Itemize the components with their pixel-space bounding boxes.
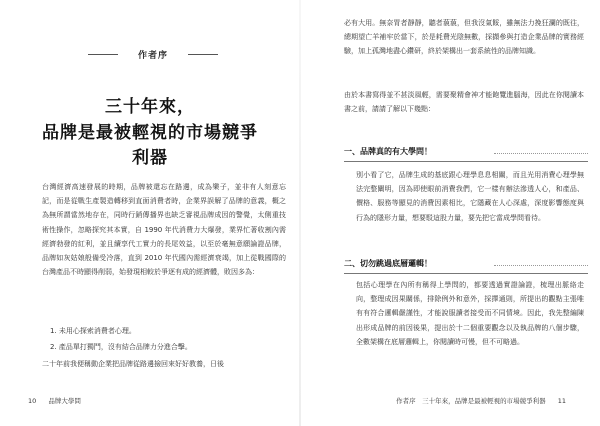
list-item: 2. 產品單打獨鬥，沒有結合品牌力分進合擊。: [50, 343, 192, 351]
section-heading: [344, 258, 588, 274]
section-rule-right: [188, 54, 218, 55]
chapter-title-line2: 品牌是最被輕視的市場競爭利器: [42, 123, 258, 168]
chapter-title-line1: 三十年來，: [105, 97, 195, 117]
page-number: 10: [28, 397, 37, 405]
section-label-text: 作者序: [137, 51, 168, 61]
body-paragraph: 台灣經濟高速發展的時期，品牌被還忘在路邊，成為樂子，並非有人刻意忘記，而是從戰生產製造轉移到直面消費者時，企業界誤解了品牌的意義，概之為無所謂當然地存在，同時行銷傳播界也缺乏審視品牌成因的警覺，太側重技術性操作，忽略探究其本實，自 1990 年代消費力大爆發，業界忙著收割內需經濟勃發的紅利，並且續享代工實力的長尾效益，以至於毫無意願論證品牌，品牌如灰姑娘般備受冷落，直到 2010 年代國內需經濟衰竭，加上從戰國際的台灣產品不時顯得削弱，始發現相較於爭逐有成的經濟體，敗因多為：: [42, 183, 286, 277]
list-item: 1. 未用心探索消費者心理。: [50, 327, 136, 335]
body-paragraph: 二十年前我便稱動企業把品牌從路邊撿回來好好教養，日後: [42, 360, 224, 368]
section-heading: [344, 146, 588, 162]
heading-dotted-rule: [494, 153, 588, 154]
running-head: 作者序 三十年來，品牌是最被輕視的市場競爭利器: [396, 397, 546, 405]
heading-dotted-rule: [494, 265, 588, 266]
heading-underline: [344, 273, 588, 274]
heading-underline: [344, 161, 588, 162]
body-paragraph: 別小看了它，品牌生成的基底跟心理學息息相關，而且光用消費心理學無法完整闡明，因為即使眼前消費我們，它一樣有辦法滲透人心，和產品、價格、服務等顯見的消費因素相比，它隱藏在人心深處，深度影響態度與行為的隱形力量，想要駁這股力量，要先把它當成學問看待。: [356, 171, 584, 222]
right-page: [300, 0, 600, 426]
body-paragraph: 必有大用。無奈胃者靜靜，聽者藐藐，但我沒氣餒，雖無法力挽狂瀾的既往，總期望亡羊補牢於當下，於是耗費光陰無數，採擷參與打造企業品牌的實務經驗，加上孤灣地盡心鑽研，終於架構出一套系統性的品牌知識。: [344, 19, 584, 56]
running-head: 品牌大學問: [48, 397, 81, 405]
right-footer: [396, 396, 576, 405]
section-label: [88, 48, 218, 62]
left-footer: [18, 396, 81, 405]
body-paragraph: 包括心理學在內所有稱得上學問的，都要透過實證論證，梳理出脈絡走向，整理成因果關係，排除例外和意外，採擇通則，所提出的觀點主張唯有有符合邏輯嚴謹性，才能說服讀者接受而不同情境。因此，我先整編陳出形成品牌的前因後果，提出於十二個重要觀念以及執品牌的八個步驟，全數架構在底層邏輯上，你閱讀時可慢，但不可略過。: [356, 281, 584, 346]
body-paragraph: 由於本書寫得並不甚淡風輕，需要聚精會神才能飽覽進腦海，因此在你閱讀本書之前，請請了解以下幾點：: [344, 91, 584, 114]
section-heading-text: 二、切勿跳過底層邏輯！: [344, 259, 432, 268]
page-number: 11: [557, 397, 566, 405]
section-heading-text: 一、品牌真的有大學問！: [344, 147, 432, 156]
